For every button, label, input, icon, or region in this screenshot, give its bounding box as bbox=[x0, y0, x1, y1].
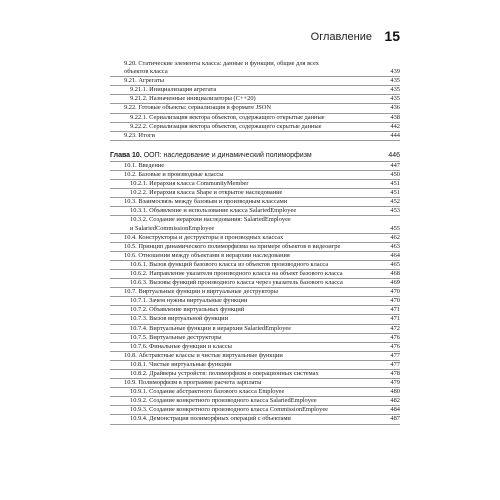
toc-entry-title: 10.8.1. Чистые виртуальные функции bbox=[130, 360, 232, 368]
toc-entry-page: 464 bbox=[390, 251, 400, 259]
toc-entry[interactable] bbox=[110, 370, 400, 379]
toc-entry-title: 10.2.1. Иерархия класса CommunityMember bbox=[130, 180, 249, 188]
toc-entry-title: 9.22.2. Сериализация вектора объектов, содержащего скрытые данные bbox=[130, 122, 322, 130]
toc-entry[interactable] bbox=[110, 104, 400, 113]
toc-entry-title: 9.22. Готовые объекты: сериализация в формате JSON bbox=[124, 104, 272, 112]
toc-entry[interactable] bbox=[110, 343, 400, 352]
toc-entry[interactable] bbox=[110, 198, 400, 207]
toc-entry-page: 472 bbox=[390, 324, 400, 332]
toc-entry-title: 10.9. Полиморфизм в программе расчета зарплаты bbox=[124, 379, 262, 387]
toc-entry-page: 471 bbox=[390, 315, 400, 323]
toc-entry-title: объектов класса bbox=[124, 68, 168, 76]
toc-entry-title: 10.6.2. Направление указателя производного класса на объект базового класса bbox=[130, 269, 343, 277]
toc-entry[interactable] bbox=[110, 189, 400, 198]
toc-entry[interactable] bbox=[110, 180, 400, 189]
toc-entry-page: 435 bbox=[390, 86, 400, 94]
toc-entry[interactable] bbox=[110, 397, 400, 406]
toc-entry[interactable] bbox=[110, 361, 400, 370]
toc-entry[interactable] bbox=[110, 352, 400, 361]
toc-entry-title: 10.4. Конструкторы и деструкторы в производных классах bbox=[124, 233, 284, 241]
toc-entry-page: 465 bbox=[390, 260, 400, 268]
toc-entry[interactable] bbox=[110, 270, 400, 279]
chapter-label: Глава 10. bbox=[110, 151, 144, 159]
toc-entry-title: 10.7.3. Вызов виртуальной функции bbox=[130, 315, 228, 323]
toc-entry[interactable] bbox=[110, 132, 400, 141]
table-of-contents bbox=[110, 60, 400, 425]
toc-entry-title: 10.7.2. Объявление виртуальных функций bbox=[130, 306, 245, 314]
running-header-title: Оглавление bbox=[310, 31, 372, 43]
toc-entry-page: 480 bbox=[390, 388, 400, 396]
toc-entry-page: 479 bbox=[390, 379, 400, 387]
toc-entry[interactable] bbox=[110, 379, 400, 388]
toc-chapter-entry[interactable] bbox=[110, 151, 400, 162]
toc-entry-title: 10.6.3. Вызовы функций производного класса через указатель базового класса bbox=[130, 279, 343, 287]
toc-entry-page: 484 bbox=[390, 406, 400, 414]
toc-entry[interactable] bbox=[110, 243, 400, 252]
toc-entry-title: 10.7.4. Виртуальные функции в иерархии SalariedEmployee bbox=[130, 324, 292, 332]
toc-entry[interactable] bbox=[110, 261, 400, 270]
toc-entry-title: 10.7.6. Финальные функции и классы bbox=[130, 342, 232, 350]
toc-entry[interactable] bbox=[110, 388, 400, 397]
toc-entry[interactable] bbox=[110, 86, 400, 95]
toc-entry[interactable] bbox=[110, 325, 400, 334]
toc-entry[interactable] bbox=[110, 60, 400, 77]
toc-entry[interactable] bbox=[110, 334, 400, 343]
toc-entry-page: 438 bbox=[390, 113, 400, 121]
toc-entry-page: 471 bbox=[390, 306, 400, 314]
toc-entry-page: 482 bbox=[390, 397, 400, 405]
toc-entry-page: 478 bbox=[390, 370, 400, 377]
toc-entry[interactable] bbox=[110, 95, 400, 104]
toc-entry-page: 487 bbox=[390, 415, 400, 423]
toc-entry-page: 452 bbox=[390, 198, 400, 206]
toc-entry-page: 447 bbox=[390, 161, 400, 169]
toc-entry[interactable] bbox=[110, 207, 400, 216]
toc-entry-title: 10.9.1. Создание абстрактного базового класса Employee bbox=[130, 388, 285, 396]
toc-entry-page: 455 bbox=[390, 224, 400, 232]
toc-entry-title: 9.21. Агрегаты bbox=[124, 77, 165, 85]
toc-entry-page: 476 bbox=[390, 342, 400, 350]
page-number: 15 bbox=[384, 28, 400, 44]
toc-entry-title: 10.7. Виртуальные функции и виртуальные деструкторы bbox=[124, 288, 278, 296]
toc-entry-title: 10.9.2. Создание конкретного производного класса SalariedEmployee bbox=[130, 397, 317, 405]
toc-entry-page: 450 bbox=[390, 170, 400, 178]
toc-entry-title: 10.6. Отношения между объектами в иерархии наследования bbox=[124, 251, 290, 259]
toc-entry-page: 435 bbox=[390, 77, 400, 85]
toc-entry[interactable] bbox=[110, 306, 400, 315]
toc-entry-page: 477 bbox=[390, 351, 400, 359]
toc-entry[interactable] bbox=[110, 114, 400, 123]
toc-entry-title: 10.9.3. Создание конкретного производного класса CommissionEmployee bbox=[130, 406, 328, 414]
toc-entry-page: 469 bbox=[390, 279, 400, 287]
toc-entry-title: 10.3.1. Объявление и использование класса SalariedEmployee bbox=[130, 207, 297, 215]
toc-entry-page: 470 bbox=[390, 288, 400, 296]
toc-entry-page: 477 bbox=[390, 360, 400, 368]
toc-entry-page: 463 bbox=[390, 242, 400, 250]
toc-entry-page: 468 bbox=[390, 269, 400, 277]
toc-entry-title: 10.7.1. Зачем нужны виртуальные функции bbox=[130, 297, 248, 305]
toc-entry[interactable] bbox=[110, 288, 400, 297]
toc-entry-page: 442 bbox=[390, 122, 400, 130]
toc-entry-title: 9.21.1. Инициализация агрегата bbox=[130, 86, 217, 94]
toc-entry[interactable] bbox=[110, 252, 400, 261]
toc-entry-page: 444 bbox=[390, 131, 400, 139]
toc-entry[interactable] bbox=[110, 297, 400, 306]
toc-entry-title: 10.9.4. Демонстрация полиморфных операций с объектами bbox=[130, 415, 291, 423]
toc-entry-title: 10.8. Абстрактные классы и чистые виртуальные функции bbox=[124, 351, 283, 359]
toc-entry[interactable] bbox=[110, 315, 400, 324]
toc-entry-title: 10.7.5. Виртуальные деструкторы bbox=[130, 333, 222, 341]
toc-entry-page: 476 bbox=[390, 333, 400, 341]
toc-entry-title: и SalariedCommissionEmployee bbox=[130, 224, 215, 232]
toc-entry-page: 451 bbox=[390, 180, 400, 188]
toc-entry[interactable] bbox=[110, 279, 400, 288]
toc-entry-title: 9.22.1. Сериализация вектора объектов, содержащего открытые данные bbox=[130, 113, 325, 121]
toc-entry-title: 9.21.2. Назначенные инициализаторы (C++20) bbox=[130, 95, 256, 103]
toc-entry-page: 435 bbox=[390, 95, 400, 103]
toc-entry[interactable] bbox=[110, 77, 400, 86]
toc-entry-title: 10.8.2. Драйверы устройств: полиморфизм в операционных системах bbox=[130, 370, 319, 377]
toc-entry-page: 451 bbox=[390, 189, 400, 197]
toc-entry[interactable] bbox=[110, 162, 400, 171]
toc-entry-page: 462 bbox=[390, 233, 400, 241]
toc-entry-title: 10.2. Базовые и производные классы bbox=[124, 170, 224, 178]
toc-entry-title: 10.5. Принцип динамического полиморфизма на примере объектов в видеоигре bbox=[124, 242, 341, 250]
toc-entry[interactable] bbox=[110, 406, 400, 415]
toc-entry-page: 436 bbox=[390, 104, 400, 112]
toc-entry-page: 439 bbox=[390, 68, 400, 76]
running-header bbox=[110, 28, 400, 48]
toc-entry[interactable] bbox=[110, 216, 400, 233]
toc-entry-title: 10.3.2. Создание иерархии наследования: SalariedEmployee bbox=[130, 216, 291, 224]
toc-entry-title: 10.3. Взаимосвязь между базовым и производным классами bbox=[124, 198, 288, 206]
toc-entry-page: 453 bbox=[390, 207, 400, 215]
toc-entry-title: 9.20. Статические элементы класса: данные и функции, общие для всех bbox=[124, 60, 319, 67]
toc-entry[interactable] bbox=[110, 171, 400, 180]
toc-entry-title: 9.23. Итоги bbox=[124, 131, 155, 139]
toc-entry-title: Глава 10. ООП: наследование и динамический полиморфизм bbox=[110, 151, 312, 159]
toc-entry[interactable] bbox=[110, 234, 400, 243]
toc-entry-title: 10.6.1. Вызов функций базового класса из объектов производного класса bbox=[130, 260, 329, 268]
toc-entry-title: 10.1. Введение bbox=[124, 161, 165, 169]
toc-entry-page: 446 bbox=[388, 151, 400, 159]
toc-entry-title: 10.2.2. Иерархия класса Shape и открытое наследование bbox=[130, 189, 283, 197]
toc-entry[interactable] bbox=[110, 415, 400, 424]
toc-entry-page: 470 bbox=[390, 297, 400, 305]
toc-entry[interactable] bbox=[110, 123, 400, 132]
